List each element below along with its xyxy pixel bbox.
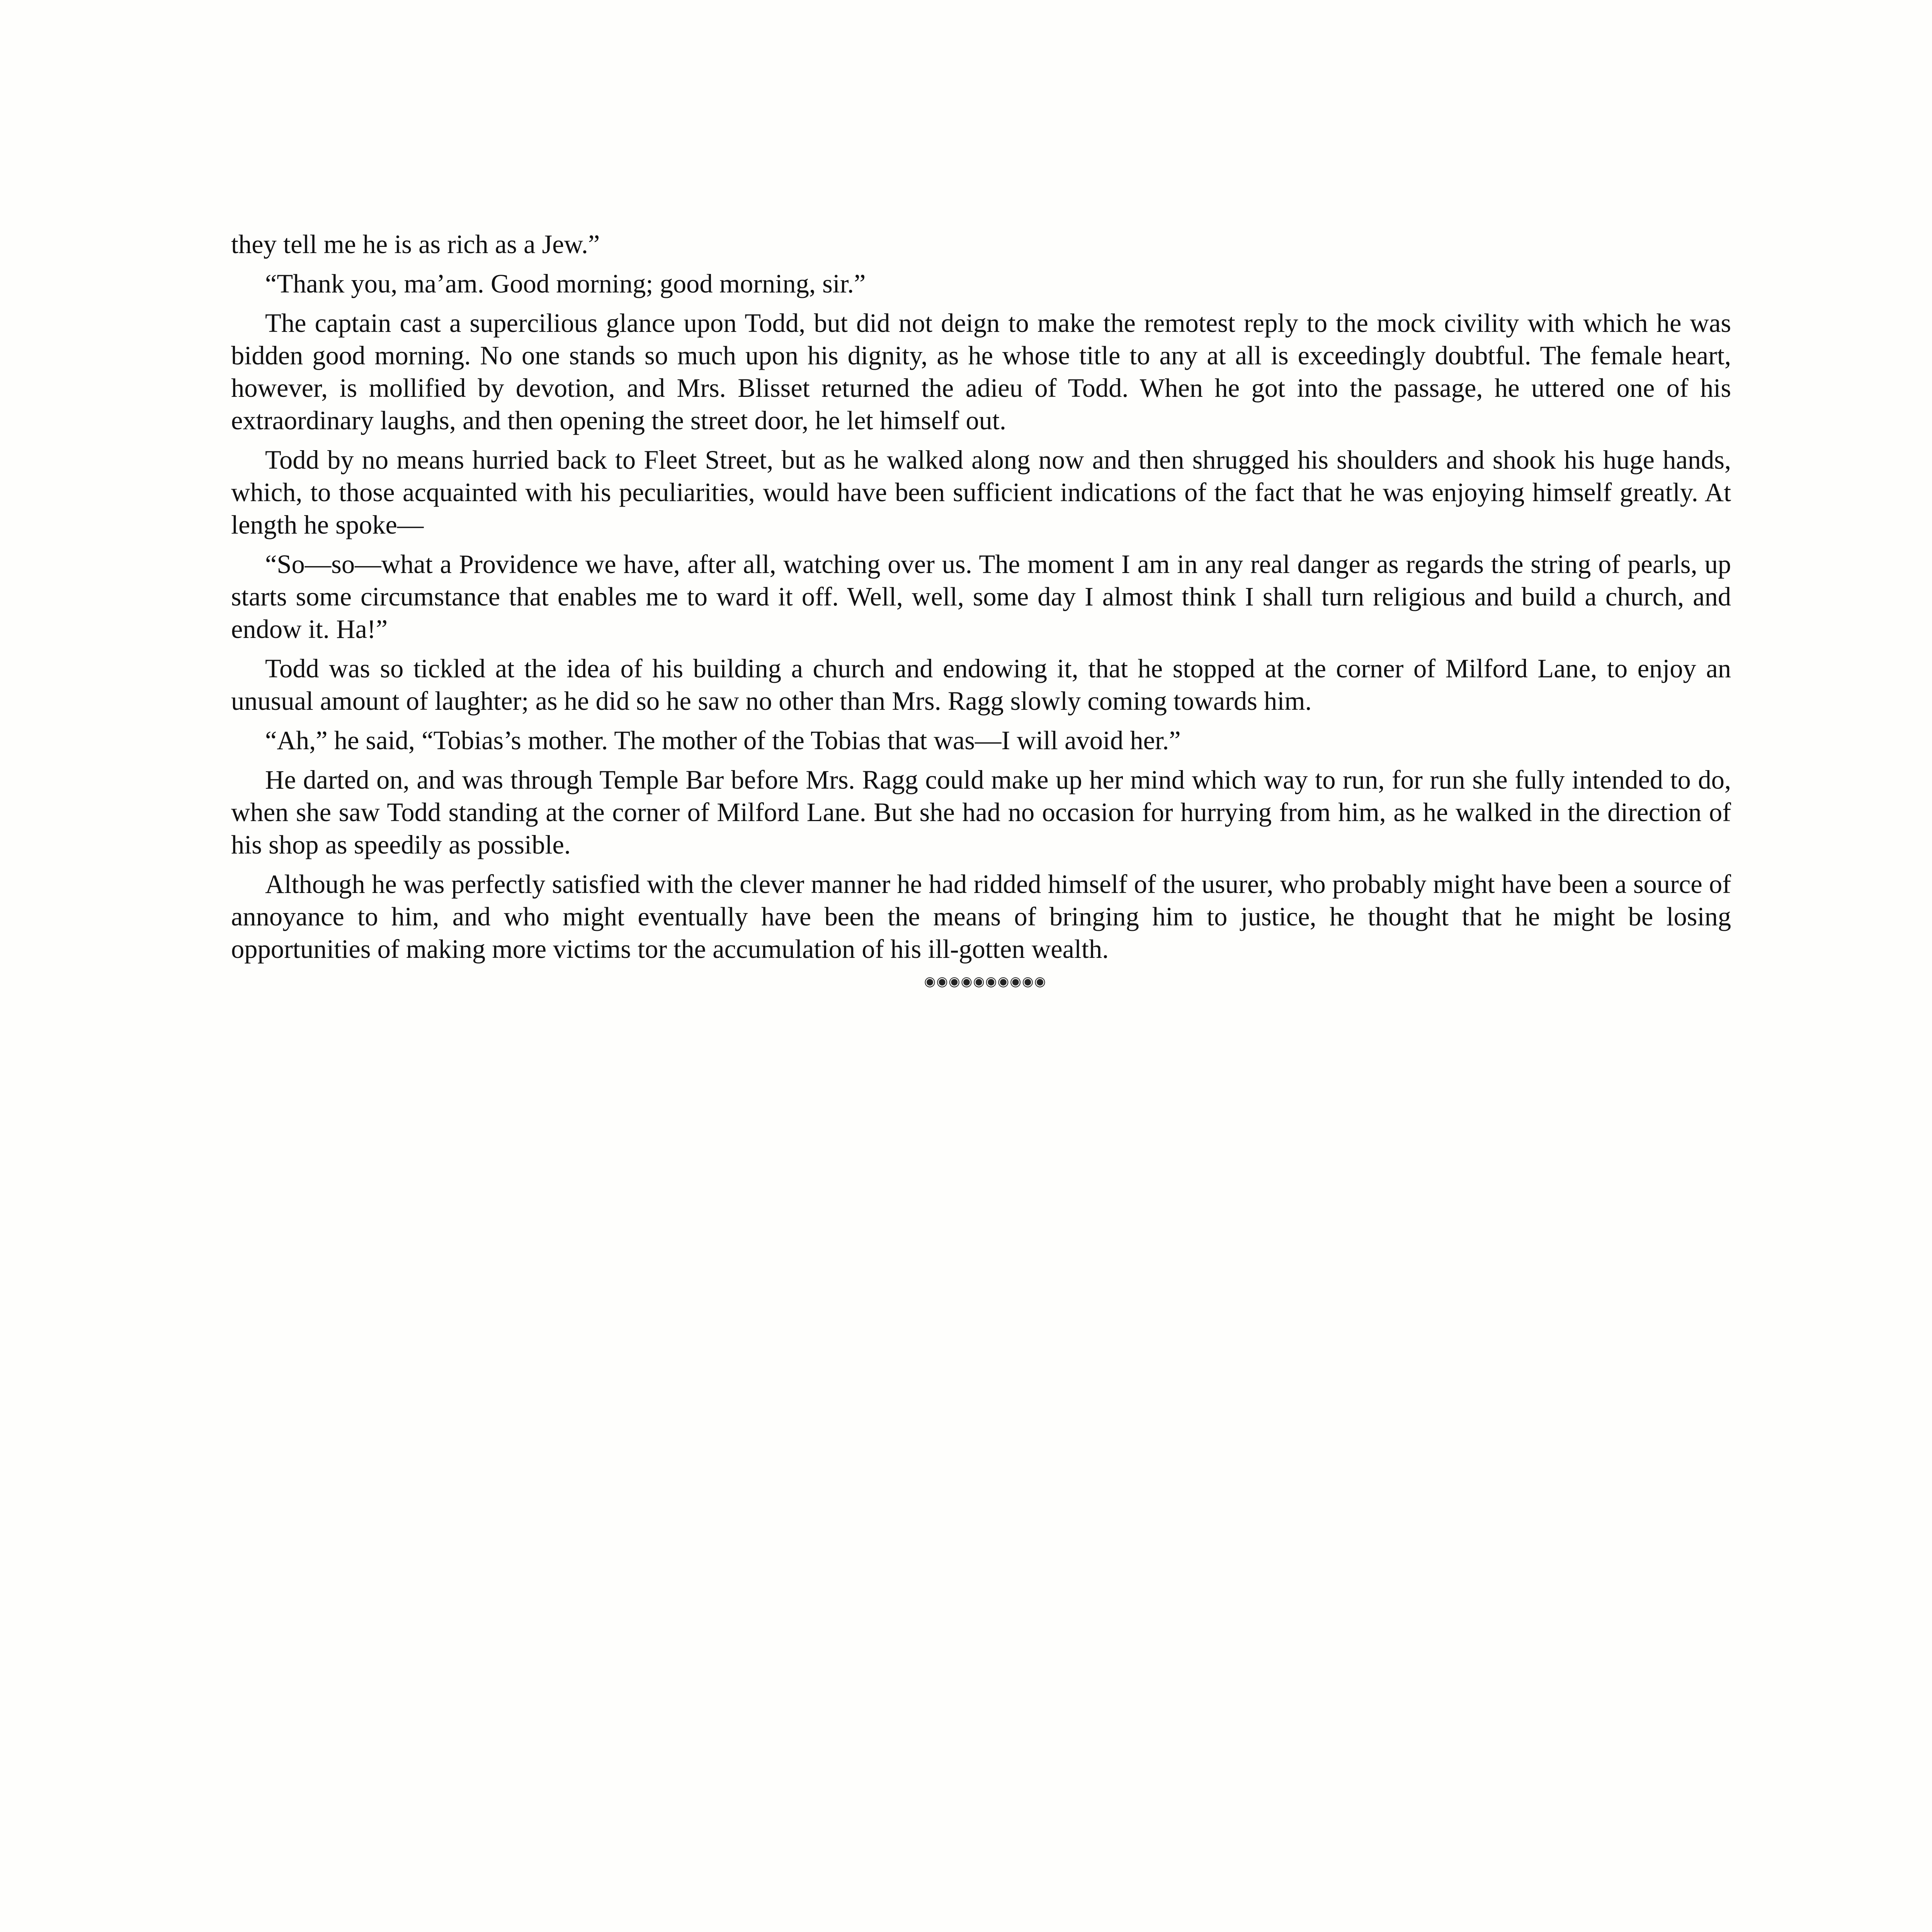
paragraph-4: Todd by no means hurried back to Fleet Street, but as he walked along now and then shrugged his shoulders and shook his huge hands, which, to those acquainted with his peculiarities, would have been sufficient indications of the fact that he was enjoying himself greatly. At length he spoke— xyxy=(231,445,1731,539)
paragraph-3: The captain cast a supercilious glance upon Todd, but did not deign to make the remotest reply to the mock civility with which he was bidden good morning. No one stands so much upon his dignity, as he whose title to any at all is exceedingly doubtful. The female heart, however, is mollified by devotion, and Mrs. Blisset returned the adieu of Todd. When he got into the passage, he uttered one of his extraordinary laughs, and then opening the street door, he let himself out. xyxy=(231,308,1731,435)
paragraph-5: “So—so—what a Providence we have, after all, watching over us. The moment I am in any real danger as regards the string of pearls, up starts some circumstance that enables me to ward it off. Well, well, some day I almost think I shall turn religious and build a church, and endow it. Ha!” xyxy=(231,549,1731,644)
paragraph-2: “Thank you, ma’am. Good morning; good morning, sir.” xyxy=(265,269,866,298)
paragraph-1: they tell me he is as rich as a Jew.” xyxy=(231,230,600,259)
paragraph-8: He darted on, and was through Temple Bar before Mrs. Ragg could make up her mind which way to run, for run she fully intended to do, when she saw Todd standing at the corner of Milford Lane. But she had no occasion for hurrying from him, as he walked in the direction of his shop as speedily as possible. xyxy=(231,765,1731,859)
paragraph-9: Although he was perfectly satisfied with the clever manner he had ridded himself of the usurer, who probably might have been a source of annoyance to him, and who might eventually have been the means of bringing him to justice, he thought that he might be losing opportunities of making more victims tor the accumulation of his ill-gotten wealth. xyxy=(231,869,1731,964)
section-break-ornament: ◉◉◉◉◉◉◉◉◉◉ xyxy=(924,974,1047,989)
paragraph-7: “Ah,” he said, “Tobias’s mother. The mother of the Tobias that was—I will avoid her.” xyxy=(265,726,1181,755)
paragraph-6: Todd was so tickled at the idea of his building a church and endowing it, that he stopped at the corner of Milford Lane, to enjoy an unusual amount of laughter; as he did so he saw no other than Mrs. Ragg slowly coming towards him. xyxy=(231,654,1731,716)
book-page-text xyxy=(231,228,1731,972)
